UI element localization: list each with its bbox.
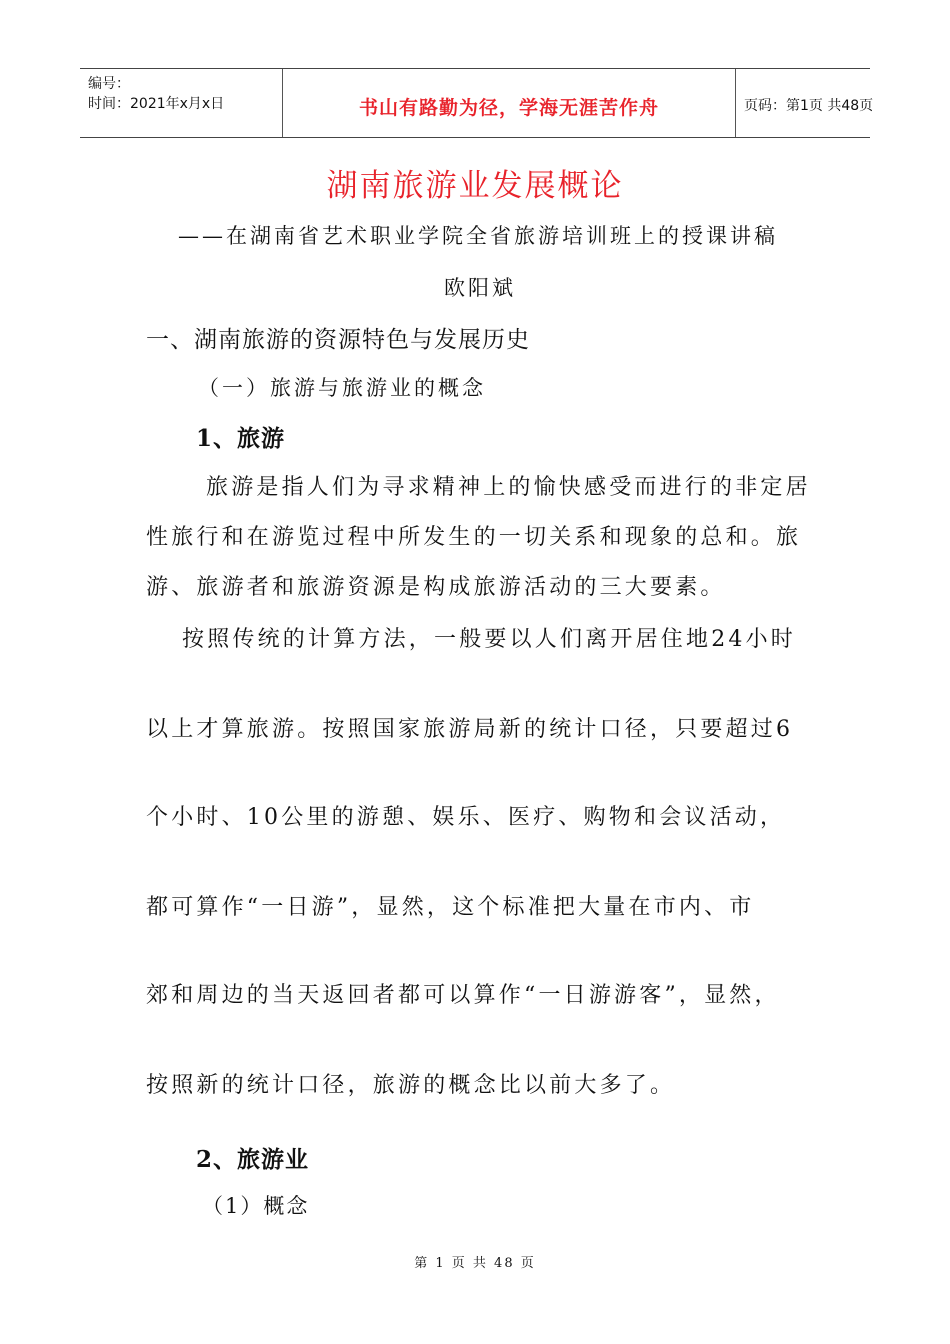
document-title: 湖南旅游业发展概论 bbox=[326, 168, 624, 204]
header-meta bbox=[80, 69, 282, 137]
header-page-cell bbox=[736, 69, 874, 137]
paragraph-line: 性旅行和在游览过程中所发生的一切关系和现象的总和。旅 bbox=[146, 525, 802, 550]
paragraph-line: 个小时、10公里的游憩、娱乐、医疗、购物和会议活动， bbox=[146, 805, 786, 830]
document-author: 欧阳斌 bbox=[444, 276, 516, 300]
paragraph-line: 游、旅游者和旅游资源是构成旅游活动的三大要素。 bbox=[146, 575, 726, 600]
paragraph-line: 郊和周边的当天返回者都可以算作“一日游游客”，显然， bbox=[146, 983, 780, 1008]
item-heading-tourism-industry: 2、旅游业 bbox=[196, 1146, 310, 1173]
time-label: 时间：2021年x月x日 bbox=[88, 96, 225, 112]
paragraph-line: 都可算作“一日游”，显然，这个标准把大量在市内、市 bbox=[146, 895, 755, 920]
document-subtitle: ——在湖南省艺术职业学院全省旅游培训班上的授课讲稿 bbox=[178, 224, 778, 248]
paragraph-line: 以上才算旅游。按照国家旅游局新的统计口径，只要超过6 bbox=[146, 717, 794, 742]
paragraph-line: 旅游是指人们为寻求精神上的愉快感受而进行的非定居 bbox=[206, 475, 811, 500]
item-heading-tourism: 1、旅游 bbox=[196, 425, 286, 452]
paragraph-line: 按照传统的计算方法，一般要以人们离开居住地24小时 bbox=[182, 627, 796, 652]
header-page-info: 页码：第1页 共48页 bbox=[744, 98, 874, 114]
page-footer: 第 1 页 共 48 页 bbox=[414, 1256, 536, 1271]
header-motto: 书山有路勤为径，学海无涯苦作舟 bbox=[358, 97, 659, 119]
header-motto-cell bbox=[282, 69, 736, 137]
paragraph-line: 按照新的统计口径，旅游的概念比以前大多了。 bbox=[146, 1073, 676, 1098]
subsection-heading: （一）旅游与旅游业的概念 bbox=[198, 376, 486, 400]
number-label: 编号： bbox=[88, 76, 130, 92]
section-heading: 一、湖南旅游的资源特色与发展历史 bbox=[146, 327, 530, 353]
sub-item-heading: （1）概念 bbox=[202, 1194, 310, 1218]
document-header bbox=[80, 68, 874, 138]
